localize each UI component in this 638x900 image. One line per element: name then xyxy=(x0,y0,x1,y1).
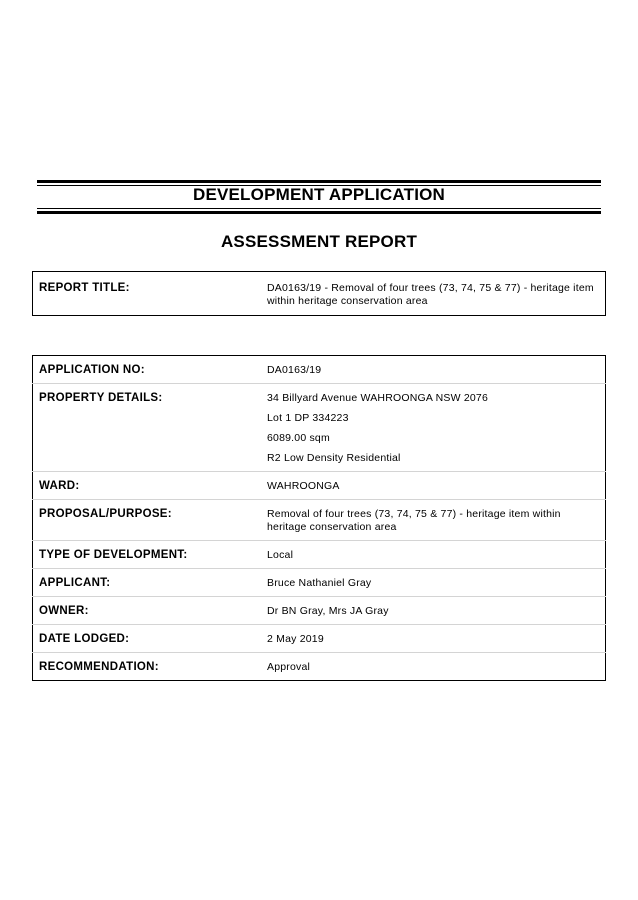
applicant-label: APPLICANT: xyxy=(33,569,262,597)
property-lot: Lot 1 DP 334223 xyxy=(267,412,349,424)
header-bottom-rule xyxy=(37,211,601,214)
type-of-development-value: Local xyxy=(261,541,606,569)
date-lodged-row xyxy=(33,625,606,653)
owner-value: Dr BN Gray, Mrs JA Gray xyxy=(261,597,606,625)
property-details-value xyxy=(261,384,606,472)
type-of-development-row xyxy=(33,541,606,569)
report-title-label: REPORT TITLE: xyxy=(39,282,130,294)
proposal-value: Removal of four trees (73, 74, 75 & 77) - heritage item within heritage conservation area xyxy=(261,500,606,541)
header-top-rule xyxy=(37,180,601,183)
property-area: 6089.00 sqm xyxy=(267,432,330,444)
application-no-row xyxy=(33,356,606,384)
document-subtitle: ASSESSMENT REPORT xyxy=(220,232,418,251)
owner-label: OWNER: xyxy=(33,597,262,625)
ward-value: WAHROONGA xyxy=(261,472,606,500)
application-no-value: DA0163/19 xyxy=(267,364,322,376)
date-lodged-label: DATE LODGED: xyxy=(33,625,262,653)
application-no-label: APPLICATION NO: xyxy=(39,364,145,376)
property-address: 34 Billyard Avenue WAHROONGA NSW 2076 xyxy=(267,392,488,404)
report-title-row xyxy=(33,272,606,316)
report-title-box xyxy=(32,271,606,316)
report-title-value: DA0163/19 - Removal of four trees (73, 74, 75 & 77) - heritage item within heritage conservation area xyxy=(267,282,594,307)
applicant-row xyxy=(33,569,606,597)
proposal-row xyxy=(33,500,606,541)
ward-label: WARD: xyxy=(33,472,262,500)
recommendation-value: Approval xyxy=(261,653,606,681)
date-lodged-value: 2 May 2019 xyxy=(261,625,606,653)
proposal-label: PROPOSAL/PURPOSE: xyxy=(33,500,262,541)
document-title: DEVELOPMENT APPLICATION xyxy=(192,185,446,204)
property-zoning: R2 Low Density Residential xyxy=(267,452,401,464)
recommendation-row xyxy=(33,653,606,681)
recommendation-label: RECOMMENDATION: xyxy=(33,653,262,681)
property-details-row xyxy=(33,384,606,472)
header-bottom-rule-thin xyxy=(37,208,601,209)
applicant-value: Bruce Nathaniel Gray xyxy=(261,569,606,597)
ward-row xyxy=(33,472,606,500)
type-of-development-label: TYPE OF DEVELOPMENT: xyxy=(33,541,262,569)
application-details-table xyxy=(32,355,606,681)
property-details-label: PROPERTY DETAILS: xyxy=(33,384,262,472)
owner-row xyxy=(33,597,606,625)
